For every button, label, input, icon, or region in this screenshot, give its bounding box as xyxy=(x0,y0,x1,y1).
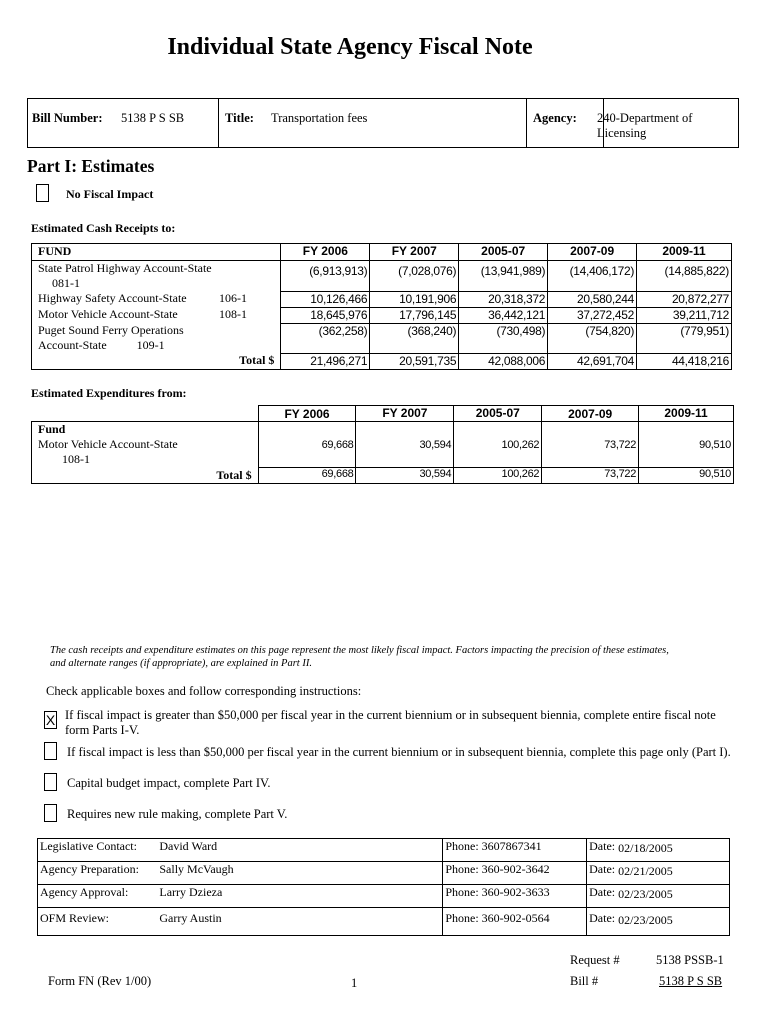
expenditures-col-header: 2005-07 xyxy=(454,406,542,422)
contact-role: OFM Review: xyxy=(38,908,158,936)
fund-code: 081-1 xyxy=(52,276,80,290)
expenditures-col-header: 2009-11 xyxy=(639,406,734,422)
expenditures-heading: Estimated Expenditures from: xyxy=(31,386,187,400)
fund-name: Puget Sound Ferry Operations xyxy=(38,323,184,337)
instructions-heading: Check applicable boxes and follow corresponding instructions: xyxy=(46,684,362,698)
instruction-text: If fiscal impact is less than $50,000 per fiscal year in the current biennium or in subsequent biennia, complete this page only (Part I). xyxy=(67,745,731,759)
rule-making-checkbox[interactable] xyxy=(44,804,57,822)
page-number: 1 xyxy=(351,976,358,990)
table-row xyxy=(38,862,730,885)
table-cell: 39,211,712 xyxy=(637,307,732,323)
contact-phone: Phone: 360-902-3633 xyxy=(443,885,587,908)
fund-name: State Patrol Highway Account-State xyxy=(38,261,212,275)
table-cell: 10,126,466 xyxy=(281,291,370,307)
table-cell: 90,510 xyxy=(639,422,734,468)
table-row xyxy=(38,885,730,908)
no-fiscal-impact-label: No Fiscal Impact xyxy=(66,187,154,201)
date-label: Date: xyxy=(589,862,616,876)
receipts-col-header: FY 2007 xyxy=(370,244,459,261)
expenditures-col-header: FY 2007 xyxy=(356,406,454,422)
fund-name: Motor Vehicle Account-State xyxy=(38,307,178,321)
table-cell: 100,262 xyxy=(454,422,542,468)
contact-name: David Ward xyxy=(157,839,442,862)
agency-label: Agency: xyxy=(533,111,577,125)
instruction-item xyxy=(65,708,716,738)
table-cell: 90,510 xyxy=(639,468,734,484)
total-label: Total $ xyxy=(32,353,281,369)
contact-date-cell xyxy=(587,908,730,936)
table-cell: 37,272,452 xyxy=(548,307,637,323)
table-cell: (6,913,913) xyxy=(281,261,370,292)
table-cell: (14,885,822) xyxy=(637,261,732,292)
contact-date: 02/18/2005 xyxy=(618,841,673,855)
table-cell: (779,951) xyxy=(637,323,732,353)
table-cell: 69,668 xyxy=(258,468,356,484)
fund-name-cont: Account-State xyxy=(38,338,107,352)
no-fiscal-impact-checkbox[interactable] xyxy=(36,184,49,202)
disclaimer-line2: and alternate ranges (if appropriate), are explained in Part II. xyxy=(50,658,312,669)
contact-phone: Phone: 360-902-3642 xyxy=(443,862,587,885)
receipts-col-header: FY 2006 xyxy=(281,244,370,261)
receipts-col-header: 2005-07 xyxy=(459,244,548,261)
date-label: Date: xyxy=(589,911,616,925)
table-cell: (730,498) xyxy=(459,323,548,353)
fund-code: 108-1 xyxy=(62,452,90,466)
table-cell: 36,442,121 xyxy=(459,307,548,323)
table-cell: 69,668 xyxy=(258,422,356,468)
table-row xyxy=(32,422,734,468)
instruction-text: Requires new rule making, complete Part V. xyxy=(67,807,288,821)
agency-value-line2: Licensing xyxy=(597,126,647,140)
table-cell: 17,796,145 xyxy=(370,307,459,323)
capital-budget-checkbox[interactable] xyxy=(44,773,57,791)
contact-role: Agency Preparation: xyxy=(38,862,158,885)
fund-header: FUND xyxy=(32,244,281,261)
table-cell: 42,691,704 xyxy=(548,353,637,369)
contact-role: Legislative Contact: xyxy=(38,839,158,862)
table-row xyxy=(32,261,732,292)
contact-phone: Phone: 360-902-0564 xyxy=(443,908,587,936)
contact-name: Larry Dzieza xyxy=(157,885,442,908)
agency-value-line1: 240-Department of xyxy=(597,111,693,125)
contact-date-cell xyxy=(587,839,730,862)
fiscal-impact-over-50k-checkbox[interactable]: X xyxy=(45,712,56,728)
fund-header: Fund xyxy=(38,422,66,436)
table-cell: 20,318,372 xyxy=(459,291,548,307)
expenditures-col-header: 2007-09 xyxy=(542,406,639,422)
table-cell: (13,941,989) xyxy=(459,261,548,292)
total-row xyxy=(32,468,734,484)
bill-value: 5138 P S SB xyxy=(659,974,723,988)
instruction-text: If fiscal impact is greater than $50,000 per fiscal year in the current biennium or in subsequent biennia, complete entire fiscal note xyxy=(65,708,716,722)
table-cell: 20,872,277 xyxy=(637,291,732,307)
date-label: Date: xyxy=(589,885,616,899)
table-cell: 21,496,271 xyxy=(281,353,370,369)
table-cell: (14,406,172) xyxy=(548,261,637,292)
contact-date-cell xyxy=(587,862,730,885)
receipts-col-header: 2009-11 xyxy=(637,244,732,261)
receipts-col-header: 2007-09 xyxy=(548,244,637,261)
table-cell: 10,191,906 xyxy=(370,291,459,307)
bill-number-label: Bill Number: xyxy=(32,111,103,125)
contact-role: Agency Approval: xyxy=(38,885,158,908)
request-label: Request # xyxy=(570,953,620,967)
table-cell: 30,594 xyxy=(356,468,454,484)
contacts-table xyxy=(37,838,730,936)
total-label: Total $ xyxy=(32,468,259,484)
expenditures-col-header: FY 2006 xyxy=(258,406,356,422)
table-cell: 42,088,006 xyxy=(459,353,548,369)
title-label: Title: xyxy=(225,111,254,125)
fund-code: 109-1 xyxy=(136,338,165,352)
table-cell: (368,240) xyxy=(370,323,459,353)
table-cell: 20,580,244 xyxy=(548,291,637,307)
table-row xyxy=(32,323,732,353)
fiscal-impact-under-50k-checkbox[interactable] xyxy=(44,742,57,760)
table-row xyxy=(32,307,732,323)
table-cell: 100,262 xyxy=(454,468,542,484)
table-row xyxy=(32,291,732,307)
fund-code: 108-1 xyxy=(219,307,247,321)
contact-phone: Phone: 3607867341 xyxy=(443,839,587,862)
page-title: Individual State Agency Fiscal Note xyxy=(167,34,533,60)
part1-heading: Part I: Estimates xyxy=(27,156,155,176)
fund-name: Motor Vehicle Account-State xyxy=(38,437,178,451)
table-row xyxy=(38,908,730,936)
expenditures-table xyxy=(31,405,734,484)
contact-name: Garry Austin xyxy=(157,908,442,936)
fund-name: Highway Safety Account-State xyxy=(38,291,187,305)
form-number: Form FN (Rev 1/00) xyxy=(48,974,152,988)
receipts-table xyxy=(31,243,732,370)
instruction-text: Capital budget impact, complete Part IV. xyxy=(67,776,271,790)
contact-name: Sally McVaugh xyxy=(157,862,442,885)
receipts-heading: Estimated Cash Receipts to: xyxy=(31,221,176,235)
bill-header-box xyxy=(27,98,739,148)
total-row xyxy=(32,353,732,369)
title-value: Transportation fees xyxy=(271,111,368,125)
table-cell: 73,722 xyxy=(542,422,639,468)
table-cell: 18,645,976 xyxy=(281,307,370,323)
table-cell: 30,594 xyxy=(356,422,454,468)
disclaimer-line1: The cash receipts and expenditure estimates on this page represent the most likely fiscal impact. Factors impacting the precision of these estimates, xyxy=(50,645,669,656)
bill-label: Bill # xyxy=(570,974,599,988)
table-cell: (754,820) xyxy=(548,323,637,353)
table-cell: 20,591,735 xyxy=(370,353,459,369)
table-cell: 44,418,216 xyxy=(637,353,732,369)
table-cell: (362,258) xyxy=(281,323,370,353)
table-cell: 73,722 xyxy=(542,468,639,484)
table-row xyxy=(38,839,730,862)
request-value: 5138 PSSB-1 xyxy=(656,953,724,967)
contact-date: 02/23/2005 xyxy=(618,913,673,927)
bill-number-value: 5138 P S SB xyxy=(121,111,185,125)
contact-date: 02/23/2005 xyxy=(618,887,673,901)
contact-date: 02/21/2005 xyxy=(618,864,673,878)
fund-code: 106-1 xyxy=(219,291,247,305)
table-cell: (7,028,076) xyxy=(370,261,459,292)
instruction-text: form Parts I-V. xyxy=(65,723,140,737)
contact-date-cell xyxy=(587,885,730,908)
date-label: Date: xyxy=(589,839,616,853)
